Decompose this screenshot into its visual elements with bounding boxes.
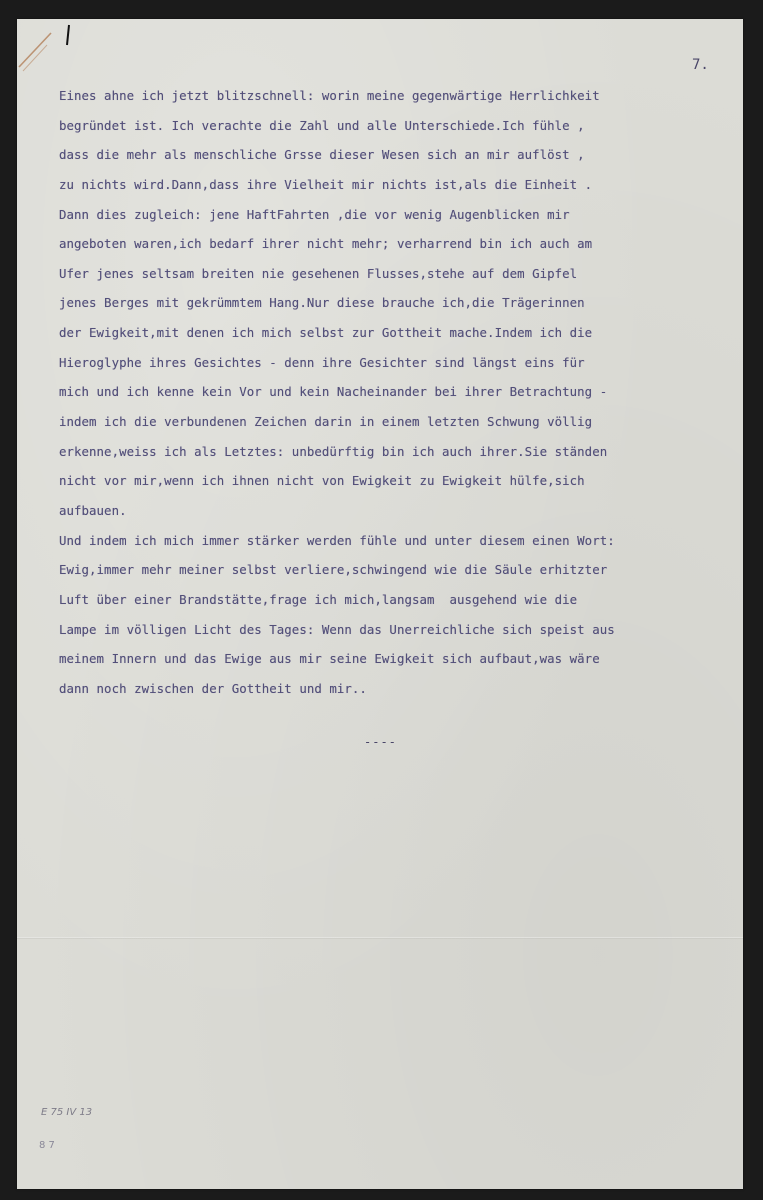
folio-note: 8 7 [39, 1140, 55, 1151]
text-line: angeboten waren,ich bedarf ihrer nicht mehr; verharrend bin ich auch am [59, 236, 593, 252]
closing-mark: ---- [364, 735, 397, 749]
text-line: meinem Innern und das Ewige aus mir seine Ewigkeit sich aufbaut,was wäre [59, 651, 600, 667]
text-line: Luft über einer Brandstätte,frage ich mich,langsam ausgehend wie die [59, 591, 578, 607]
page-number: 7. [692, 57, 709, 73]
text-line: Und indem ich mich immer stärker werden fühle und unter diesem einen Wort: [59, 532, 615, 548]
text-line: indem ich die verbundenen Zeichen darin in einem letzten Schwung völlig [59, 414, 593, 430]
text-line: erkenne,weiss ich als Letztes: unbedürftig bin ich auch ihrer.Sie ständen [59, 443, 608, 459]
text-line: Hieroglyphe ihres Gesichtes - denn ihre Gesichter sind längst eins für [59, 354, 585, 370]
text-line: jenes Berges mit gekrümmtem Hang.Nur diese brauche ich,die Trägerinnen [59, 295, 585, 311]
text-line: zu nichts wird.Dann,dass ihre Vielheit mir nichts ist,als die Einheit . [59, 176, 593, 192]
text-line: Eines ahne ich jetzt blitzschnell: worin meine gegenwärtige Herrlichkeit [59, 88, 600, 103]
archive-signature: E 75 IV 13 [41, 1107, 93, 1118]
corner-pencil-mark [17, 19, 77, 79]
text-line: Lampe im völligen Licht des Tages: Wenn das Unerreichliche sich speist aus [59, 621, 615, 637]
document-page [17, 19, 743, 1189]
typed-text [59, 81, 729, 703]
text-line: der Ewigkeit,mit denen ich mich selbst zur Gottheit mache.Indem ich die [59, 325, 593, 341]
text-line: dann noch zwischen der Gottheit und mir.. [59, 680, 367, 696]
text-line: Ewig,immer mehr meiner selbst verliere,schwingend wie die Säule erhitzter [59, 562, 608, 578]
paper-fold [17, 937, 743, 939]
text-line: begründet ist. Ich verachte die Zahl und alle Unterschiede.Ich fühle , [59, 117, 585, 133]
text-line: aufbauen. [59, 502, 127, 518]
text-line: nicht vor mir,wenn ich ihnen nicht von Ewigkeit zu Ewigkeit hülfe,sich [59, 473, 585, 489]
text-line: Dann dies zugleich: jene HaftFahrten ,die vor wenig Augenblicken mir [59, 206, 570, 222]
text-line: Ufer jenes seltsam breiten nie gesehenen Flusses,stehe auf dem Gipfel [59, 265, 578, 281]
text-line: mich und ich kenne kein Vor und kein Nacheinander bei ihrer Betrachtung - [59, 384, 608, 400]
text-line: dass die mehr als menschliche Grsse dieser Wesen sich an mir auflöst , [59, 147, 585, 163]
